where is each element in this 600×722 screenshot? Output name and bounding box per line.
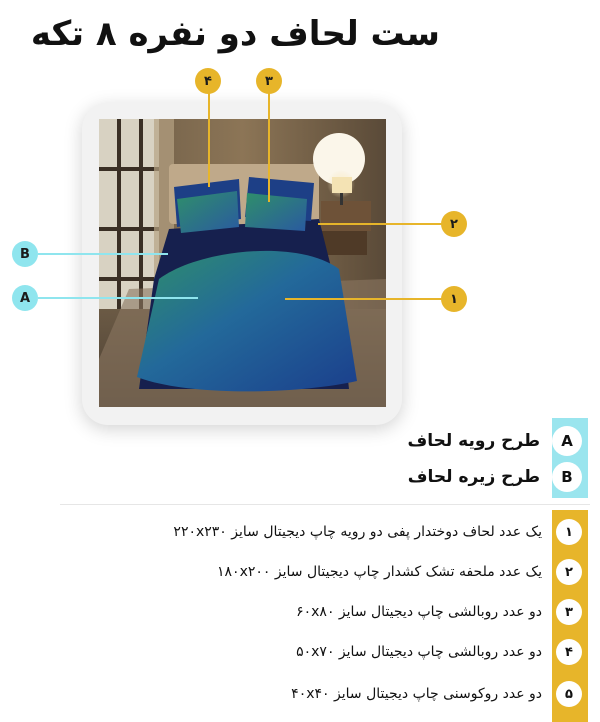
list-item-text: یک عدد ملحفه تشک کشدار چاپ دیجیتال سایز ۱۸۰x۲۰۰ (217, 564, 542, 580)
legend-badge: B (552, 462, 582, 492)
product-photo (99, 119, 386, 407)
callout-line-1 (285, 298, 442, 300)
callout-line-2 (318, 223, 442, 225)
callout-line-b (38, 253, 168, 255)
callout-3: ۳ (256, 68, 282, 94)
legend-label: طرح زیره لحاف (407, 467, 540, 487)
legend-label: طرح رویه لحاف (407, 431, 540, 451)
legend-item-b (322, 460, 582, 494)
callout-2: ۲ (441, 211, 467, 237)
list-item-text: دو عدد روکوسنی چاپ دیجیتال سایز ۴۰x۴۰ (291, 686, 542, 702)
list-item (22, 678, 582, 710)
list-item-badge: ۳ (556, 599, 582, 625)
list-item-text: دو عدد روبالشی چاپ دیجیتال سایز ۵۰x۷۰ (296, 644, 542, 660)
callout-a: A (12, 285, 38, 311)
callout-line-4 (208, 92, 210, 187)
legend-item-a (322, 424, 582, 458)
callout-line-3 (268, 92, 270, 202)
divider (60, 504, 590, 505)
list-item-badge: ۲ (556, 559, 582, 585)
callout-b: B (12, 241, 38, 267)
page-title: ست لحاف دو نفره ۸ تکه (30, 14, 440, 54)
list-item (22, 636, 582, 668)
list-item (22, 556, 582, 588)
list-item (22, 596, 582, 628)
legend-badge: A (552, 426, 582, 456)
callout-line-a (38, 297, 198, 299)
list-item-badge: ۵ (556, 681, 582, 707)
callout-1: ۱ (441, 286, 467, 312)
list-item (22, 516, 582, 548)
list-item-badge: ۴ (556, 639, 582, 665)
list-item-text: یک عدد لحاف دوختدار پفی دو رویه چاپ دیجیتال سایز ۲۲۰x۲۳۰ (173, 524, 542, 540)
list-item-badge: ۱ (556, 519, 582, 545)
list-item-text: دو عدد روبالشی چاپ دیجیتال سایز ۶۰x۸۰ (296, 604, 542, 620)
callout-4: ۴ (195, 68, 221, 94)
